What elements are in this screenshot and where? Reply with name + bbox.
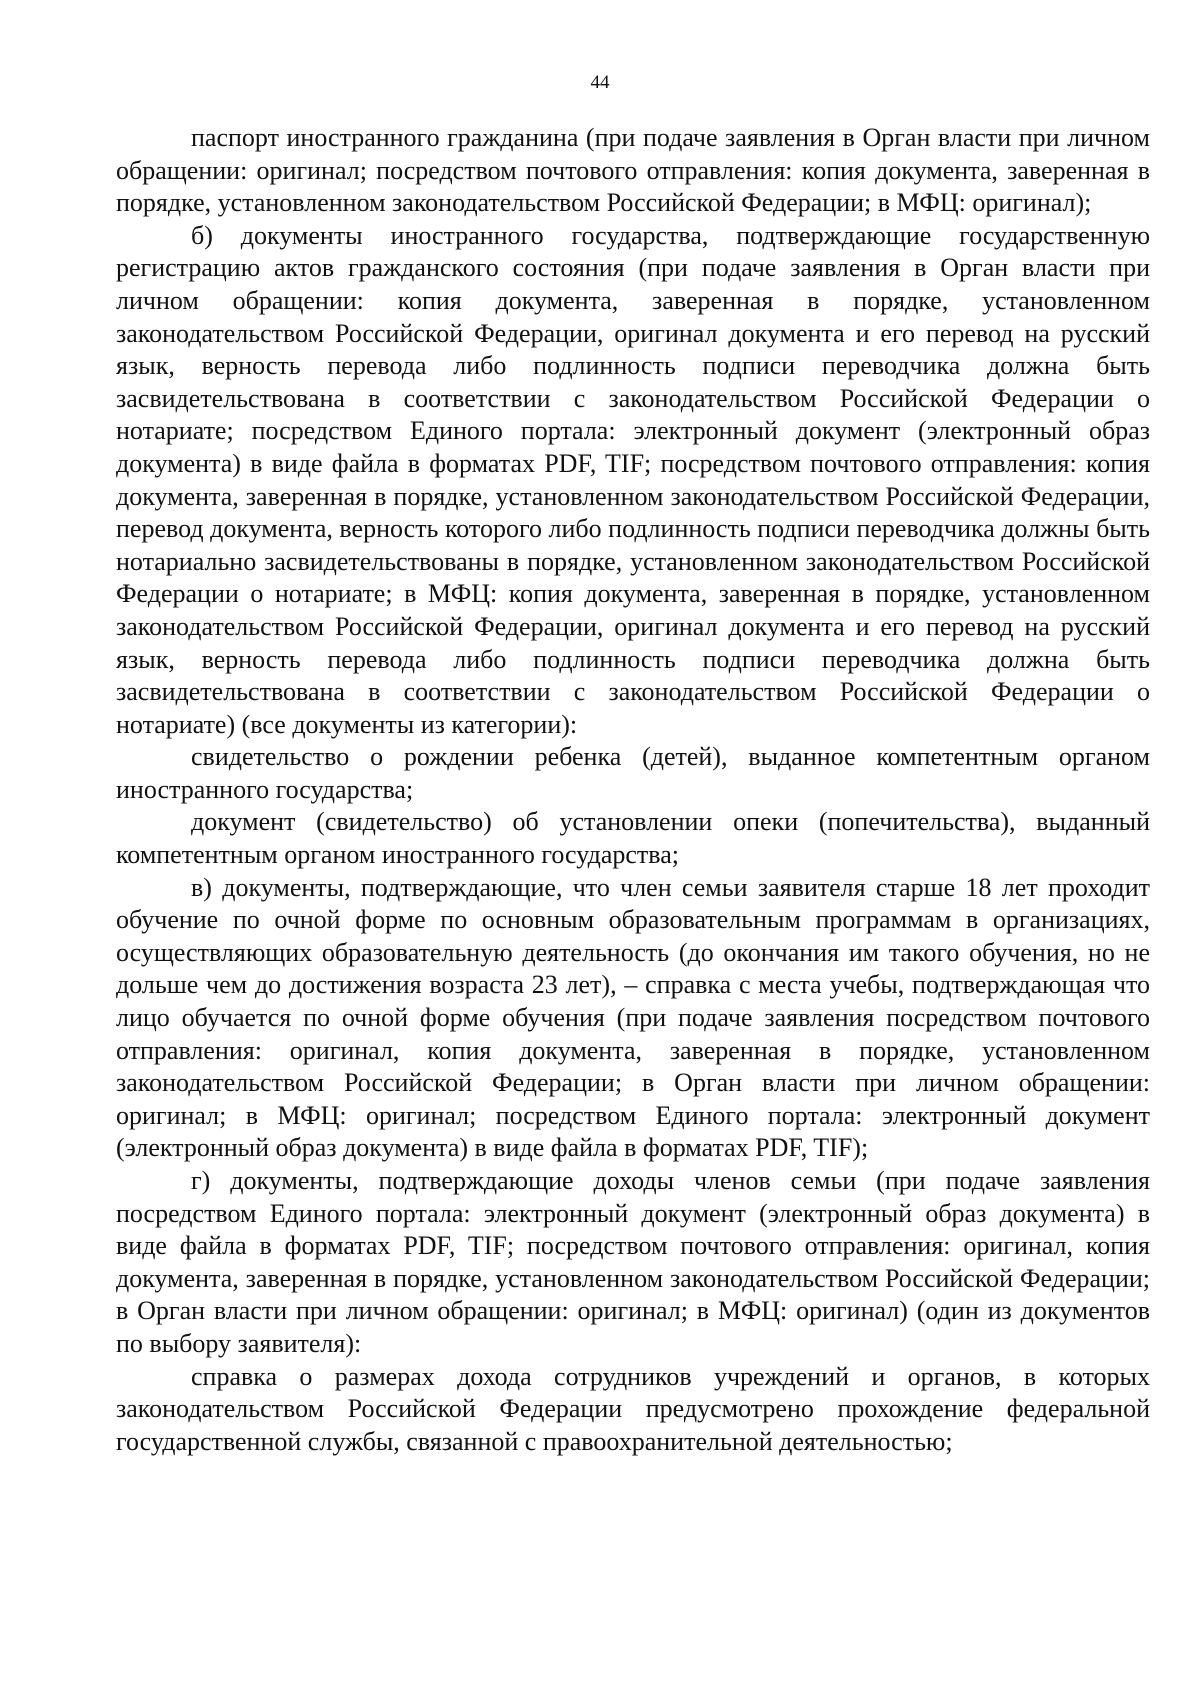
paragraph-item-b-foreign-documents: б) документы иностранного государства, подтверждающие государственную регистрацию актов гражданского состояния (при подаче заявления в Орган власти при личном обращении: копия документа, заверенная в порядке, установленном законодательством Российской Федерации, оригинал документа и его перевод на русский язык, верность перевода либо подлинность подписи переводчика должна быть засвидетельствована в соответствии с законодательством Российской Федерации о нотариате; посредством Единого портала: электронный документ (электронный образ документа) в виде файла в форматах PDF, TIF; посредством почтового отправления: копия документа, заверенная в порядке, установленном законодательством Российской Федерации, перевод документа, верность которого либо подлинность подписи переводчика должны быть нотариально засвидетельствованы в порядке, установленном законодательством Российской Федерации о нотариате; в МФЦ: копия документа, заверенная в порядке, установленном законодательством Российской Федерации, оригинал документа и его перевод на русский язык, верность перевода либо подлинность подписи переводчика должна быть засвидетельствована в соответствии с законодательством Российской Федерации о нотариате) (все документы из категории):: [116, 220, 1150, 739]
paragraph-item-v-education-documents: в) документы, подтверждающие, что член семьи заявителя старше 18 лет проходит обучение по очной форме по основным образовательным программам в организациях, осуществляющих образовательную деятельность (до окончания им такого обучения, но не дольше чем до достижения возраста 23 лет), – справка с места учебы, подтверждающая что лицо обучается по очной форме обучения (при подаче заявления посредством почтового отправления: оригинал, копия документа, заверенная в порядке, установленном законодательством Российской Федерации; в Орган власти при личном обращении: оригинал; в МФЦ: оригинал; посредством Единого портала: электронный документ (электронный образ документа) в виде файла в форматах PDF, TIF);: [116, 872, 1150, 1163]
page-number: 44: [590, 72, 610, 93]
paragraph-guardianship-document: документ (свидетельство) об установлении опеки (попечительства), выданный компетентным органом иностранного государства;: [116, 807, 1150, 870]
document-body: [116, 122, 1150, 1458]
paragraph-income-certificate: справка о размерах дохода сотрудников учреждений и органов, в которых законодательством Российской Федерации предусмотрено прохождение федеральной государственной службы, связанной с правоохранительной деятельностью;: [116, 1361, 1150, 1456]
paragraph-birth-certificate: свидетельство о рождении ребенка (детей), выданное компетентным органом иностранного государства;: [116, 742, 1150, 804]
paragraph-foreign-passport: паспорт иностранного гражданина (при подаче заявления в Орган власти при личном обращении: оригинал; посредством почтового отправления: копия документа, заверенная в порядке, установленном законодательством Российской Федерации; в МФЦ: оригинал);: [116, 123, 1150, 218]
paragraph-item-g-income-documents: г) документы, подтверждающие доходы членов семьи (при подаче заявления посредством Единого портала: электронный документ (электронный образ документа) в виде файла в форматах PDF, TIF; посредством почтового отправления: оригинал, копия документа, заверенная в порядке, установленном законодательством Российской Федерации; в Орган власти при личном обращении: оригинал; в МФЦ: оригинал) (один из документов по выбору заявителя):: [116, 1166, 1150, 1358]
